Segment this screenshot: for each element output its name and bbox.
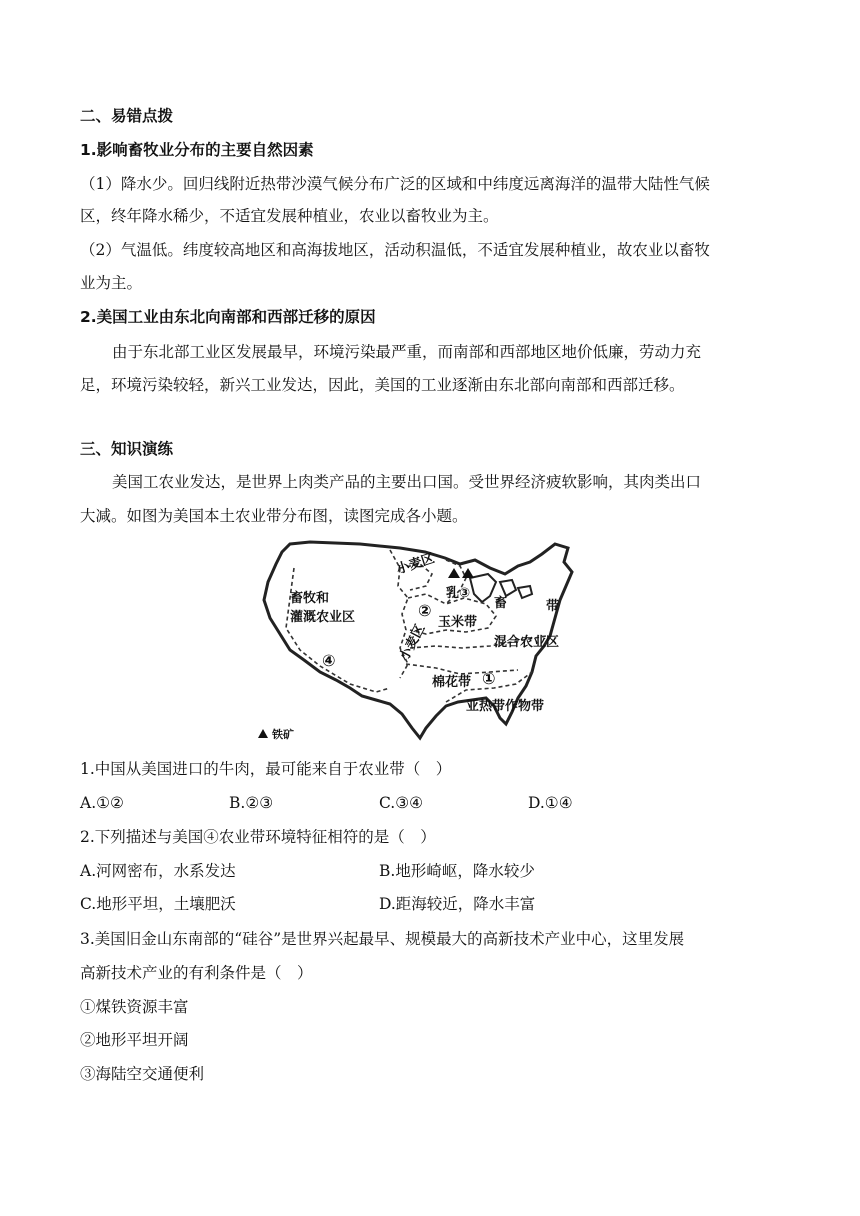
point2-title: 2.美国工业由东北向南部和西部迁移的原因 <box>80 308 376 326</box>
q1-option-d[interactable]: D.①④ <box>528 794 573 812</box>
q3-item-2: ②地形平坦开阔 <box>80 1031 189 1049</box>
q3-item-1: ①煤铁资源丰富 <box>80 998 189 1016</box>
label-dairy-3: 带 <box>546 599 560 614</box>
section2-heading: 二、易错点拨 <box>80 107 174 125</box>
q3-stem-line2: 高新技术产业的有利条件是（ ） <box>80 964 313 982</box>
point1-b-line1: （2）气温低。纬度较高地区和高海拔地区，活动积温低，不适宜发展种植业，故农业以畜牧 <box>80 241 710 259</box>
label-dairy-1: 乳③ <box>446 586 471 601</box>
section3-heading: 三、知识演练 <box>80 440 174 458</box>
label-mixed: 混合农业区 <box>494 635 560 650</box>
q2-option-a[interactable]: A.河网密布，水系发达 <box>80 862 236 880</box>
point2-line2: 足，环境污染较轻，新兴工业发达，因此，美国的工业逐渐由东北部向南部和西部迁移。 <box>80 376 685 394</box>
us-agriculture-belt-map <box>250 538 600 744</box>
q1-option-a[interactable]: A.①② <box>80 794 124 812</box>
label-dairy-2: 畜 <box>494 596 508 611</box>
legend-iron-label: 铁矿 <box>272 728 294 741</box>
q1-stem: 1.中国从美国进口的牛肉，最可能来自于农业带（ ） <box>80 760 452 778</box>
q2-stem: 2.下列描述与美国④农业带环境特征相符的是（ ） <box>80 828 436 846</box>
label-subtropical: 亚热带作物带 <box>466 699 545 714</box>
label-wheat-south: 小麦区 <box>396 622 429 664</box>
point1-title: 1.影响畜牧业分布的主要自然因素 <box>80 141 314 159</box>
label-cotton: 棉花带 <box>432 675 472 690</box>
legend-iron-icon <box>258 729 268 738</box>
q2-option-c[interactable]: C.地形平坦，土壤肥沃 <box>80 895 236 913</box>
iron-ore-icon <box>448 568 474 578</box>
q2-option-b[interactable]: B.地形崎岖，降水较少 <box>379 862 535 880</box>
q2-option-d[interactable]: D.距海较近，降水丰富 <box>379 895 536 913</box>
q1-option-b[interactable]: B.②③ <box>229 794 274 812</box>
label-wheat-north: 小麦区 <box>394 551 437 578</box>
point1-b-line2: 业为主。 <box>80 274 143 292</box>
label-num1: ① <box>482 669 496 688</box>
label-corn: 玉米带 <box>438 615 478 630</box>
point2-line1: 由于东北部工业区发展最早，环境污染最严重，而南部和西部地区地价低廉，劳动力充 <box>112 343 702 361</box>
q3-stem-line1: 3.美国旧金山东南部的“硅谷”是世界兴起最早、规模最大的高新技术产业中心，这里发展 <box>80 930 685 948</box>
label-num4: ④ <box>322 651 336 670</box>
label-num2: ② <box>418 601 432 620</box>
intro-line1: 美国工农业发达，是世界上肉类产品的主要出口国。受世界经济疲软影响，其肉类出口 <box>112 473 702 491</box>
point1-a-line2: 区，终年降水稀少，不适宜发展种植业，农业以畜牧业为主。 <box>80 207 499 225</box>
point1-a-line1: （1）降水少。回归线附近热带沙漠气候分布广泛的区域和中纬度远离海洋的温带大陆性气候 <box>80 175 710 193</box>
label-ranch-2: 灌溉农业区 <box>290 610 356 625</box>
q1-option-c[interactable]: C.③④ <box>379 794 424 812</box>
intro-line2: 大减。如图为美国本土农业带分布图，读图完成各小题。 <box>80 507 468 525</box>
label-ranch-1: 畜牧和 <box>290 591 330 606</box>
q3-item-3: ③海陆空交通便利 <box>80 1065 205 1083</box>
